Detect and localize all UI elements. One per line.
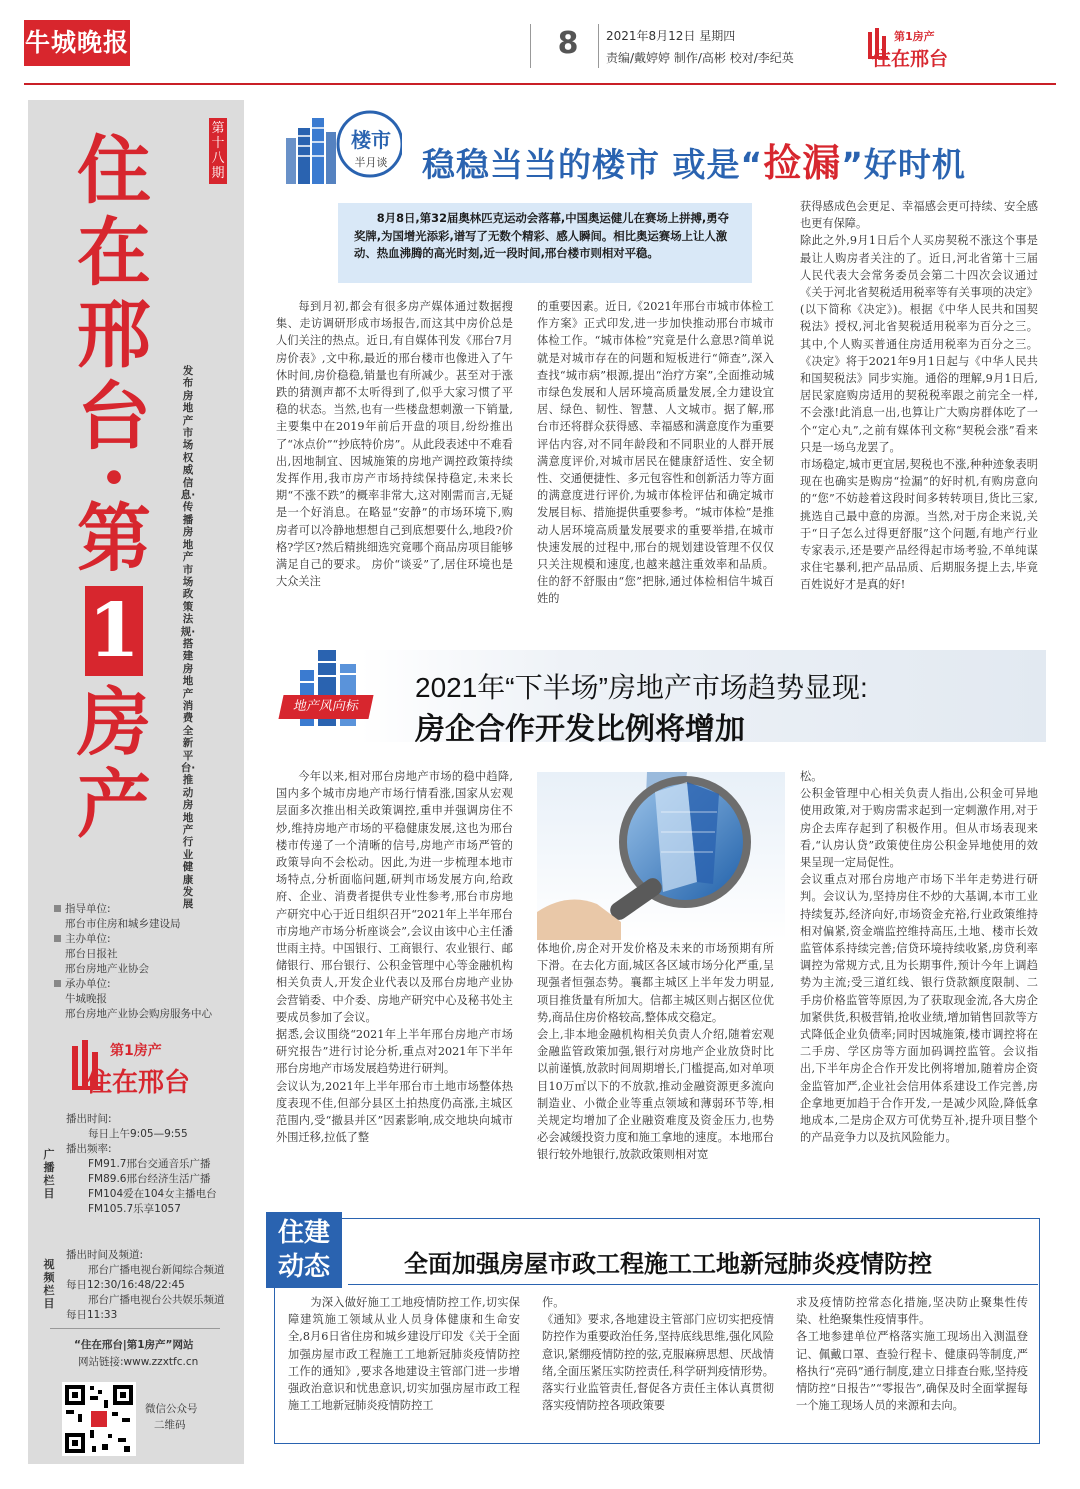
- radio-section-label: 广播栏目: [43, 1148, 55, 1200]
- sidebar-title-char: 第: [77, 496, 151, 582]
- issue-tag: 第十八期: [209, 118, 227, 184]
- website-title: “住在邢台|第1房产”网站: [74, 1339, 194, 1351]
- section2-column-2: 体地价,房企对开发价格及未来的市场预期有所下滑。在去化方面,城区各区域市场分化严重,呈现强者恒强态势。襄都主城区上半年发力明显,项目推货量有所加大。信都主城区则占据区位优势,商品住房价格较高,整体成交稳定。 会上,非本地金融机构相关负责人介绍,随着宏观金融监管政策加强,银行对房地产企业放贷时比以前谨慎,放款时间周期增长,门槛提高,如对单项目10万㎡以下的不放款,推动金融资源更多流向制造业、小微企业等重点领域和薄弱环节等,相关规定均增加了企业融资难度及资金压力,也势必会减缓投资力度和施工拿地的速度。本地邢台银行较外地银行,放款政策则相对宽: [537, 942, 774, 1162]
- sidebar-title-char: 住: [77, 128, 151, 214]
- property-market-badge: [282, 104, 402, 190]
- tv-line: 每日11:33: [66, 1309, 118, 1321]
- date-line: 2021年8月12日 星期四: [606, 29, 736, 43]
- section2-column-1: 今年以来,相对邢台房地产市场的稳中趋降,国内多个城市房地产市场行情看涨,国家从宏观层面多次推出相关政策调控,重申并强调房住不炒,维持房地产市场的平稳健康发展,这也为邢台楼市传递了一个清晰的信号,房地产市场严管的政策导向不会松动。因此,为进一步梳理本地市场特点,分析面临问题,研判市场发展方向,给政府、企业、消费者提供专业性参考,邢台市房地产研究中心于近日组织召开“2021年上半年邢台市房地产市场分析座谈会”,会议由该中心主任潘世雨主持。中国银行、工商银行、农业银行、邮储银行、邢台银行、公积金管理中心等金融机构相关负责人,开发企业代表以及邢台房地产业协会营销委、中介委、房地产研究中心及秘书处主要成员参加了会议。 据悉,会议围绕“2021年上半年邢台房地产市场研究报告”进行讨论分析,重点对2021年下半年邢台房地产市场发展趋势进行研判。 会议认为,2021年上半年邢台市土地市场整体热度表现不佳,但部分县区土拍热度仍高涨,主城区范围内,受“撤县并区”因素影响,成交地块向城市外围迁移,拉低了整: [276, 770, 513, 1145]
- organizer-unit: 邢台房地产业协会购房服务中心: [65, 1008, 212, 1020]
- section3-tag-line: 动态: [277, 1252, 330, 1282]
- host-unit: 邢台房地产业协会: [65, 963, 149, 975]
- sidebar-slogan: 发布房地产市场权威信息·传播房地产市场政策法规·搭建房地产消费全新平台·推动房地产行业健康发展: [180, 365, 196, 911]
- radio-time-label: 播出时间:: [66, 1113, 112, 1125]
- radio-frequency: FM89.6邢台经济生活广播: [88, 1173, 211, 1185]
- sidebar-logo-sub: 第1房产: [110, 1043, 162, 1059]
- section1-headline: [422, 132, 966, 187]
- magnifier-skyscraper-image: [537, 772, 785, 940]
- sidebar-title-char: ·: [101, 435, 127, 521]
- section3-rule: [348, 1284, 1038, 1285]
- tv-line: 邢台广播电视台新闻综合频道: [88, 1264, 225, 1276]
- sidebar-title-char: 产: [77, 762, 151, 848]
- radio-info: [66, 1112, 217, 1217]
- brand-logo-sub: 第1房产: [894, 30, 935, 43]
- header-divider: [598, 24, 599, 68]
- staff-line: 责编/戴婷婷 制作/高彬 校对/李纪英: [606, 51, 794, 65]
- sidebar-title-char: 台: [77, 374, 151, 460]
- section2-tag: 地产风向标: [278, 695, 373, 719]
- host-unit: 邢台日报社: [65, 948, 118, 960]
- section3-column-2: 作。 《通知》要求,各地建设主管部门应切实把疫情防控作为重要政治任务,坚持底线思维,强化风险意识,紧绷疫情防控的弦,克服麻痹思想、厌战情绪,全面压紧压实防控责任,科学研判疫情形势。落实行业监管责任,督促各方责任主体认真贯彻落实疫情防控各项政策要: [542, 1296, 774, 1413]
- organizer-label: 承办单位:: [65, 978, 111, 990]
- tv-time-label: 播出时间及频道:: [66, 1249, 144, 1261]
- tv-section-label: 视频栏目: [43, 1258, 55, 1310]
- guide-unit: 邢台市住房和城乡建设局: [65, 918, 181, 930]
- wechat-label: 微信公众号: [145, 1403, 198, 1415]
- organizer-unit: 牛城晚报: [65, 993, 107, 1005]
- radio-frequency: FM105.7乐享1057: [88, 1203, 181, 1215]
- sidebar-title: [74, 130, 154, 846]
- brand-logo-text: 住在邢台: [872, 48, 949, 70]
- header-divider: [530, 24, 531, 68]
- sidebar-title-char: 邢: [77, 292, 151, 378]
- section3-column-1: 为深入做好施工工地疫情防控工作,切实保障建筑施工领域从业人员身体健康和生命安全,8月6日省住房和城乡建设厅印发《关于全面加强房屋市政工程施工工地新冠肺炎疫情防控工作的通知》,要求各地建设主管部门进一步增强政治意识和忧患意识,切实加强房屋市政工程施工工地新冠肺炎疫情防控工: [288, 1296, 520, 1413]
- section3-headline: 全面加强房屋市政工程施工工地新冠肺炎疫情防控: [404, 1249, 932, 1278]
- section1-column-3: 获得感成色会更足、幸福感会更可持续、安全感也更有保障。 除此之外,9月1日后个人买房契税不涨这个事是最让人购房者关注的了。近日,河北省第十三届人民代表大会常务委员会第二十四次会议通过《关于河北省契税适用税率等有关事项的决定》(以下简称《决定》)。根据《中华人民共和国契税法》授权,河北省契税适用税率为百分之三。其中,个人购买普通住房适用税率为百分之三。《决定》将于2021年9月1日起与《中华人民共和国契税法》同步实施。通俗的理解,9月1日后,居民家庭购房适用的契税税率跟之前完全一样,不会涨!此消息一出,也算让广大购房群体吃了一个“定心丸”,之前有媒体刊文称“契税会涨”看来只是一场乌龙罢了。 市场稳定,城市更宜居,契税也不涨,种种迹象表明现在也确实是购房“捡漏”的好时机,有购房意向的“您”不妨趁着这段时间多转转项目,货比三家,挑选自己最中意的房源。当然,对于房企来说,关于“日子怎么过得更舒服”这个问题,有地产行业专家表示,还是要产品经得起市场考验,不单纯谋求住宅暴利,把产品品质、后期服务提上去,毕竟百姓说好才是真的好!: [800, 200, 1038, 592]
- bullet-icon: [54, 980, 61, 987]
- section2-headline-2: 房企合作开发比例将增加: [415, 712, 745, 747]
- sidebar-title-char: 1: [85, 586, 143, 676]
- headline-part: 稳稳当当的楼市 或是“: [422, 145, 764, 184]
- badge-main: 楼市: [351, 128, 391, 152]
- radio-time: 每日上午9:05—9:55: [88, 1128, 188, 1140]
- tv-info: [66, 1248, 225, 1323]
- bullet-icon: [54, 905, 61, 912]
- guide-label: 指导单位:: [65, 903, 111, 915]
- wechat-sub: 二维码: [154, 1419, 186, 1431]
- tv-line: 邢台广播电视台公共娱乐频道: [88, 1294, 225, 1306]
- section1-column-2: 的重要因素。近日,《2021年邢台市城市体检工作方案》正式印发,进一步加快推动邢台市城市体检工作。“城市体检”究竟是什么意思?简单说就是对城市存在的问题和短板进行“筛查”,深入查找“城市病”根源,提出“治疗方案”,全面推动城市绿色发展和人居环境高质量发展,全力建设宜居、绿色、韧性、智慧、人文城市。据了解,邢台市还将群众获得感、幸福感和满意度作为重要评估内容,对不同年龄段和不同职业的人群开展满意度评价,对城市居民在健康舒适性、安全韧性、交通便捷性、多元包容性和创新活力等方面的满意度进行评价,为城市体检评估和确定城市发展目标、措施提供重要参考。“城市体检”是推动人居环境高质量发展要求的重要举措,在城市快速发展的过程中,邢台的规划建设管理不仅仅只关注规模和速度,也越来越注重效率和品质。住的舒不舒服由“您”把脉,通过体检相信牛城百姓的: [537, 300, 774, 606]
- section3-tag: [266, 1212, 342, 1288]
- radio-freq-label: 播出频率:: [66, 1143, 112, 1155]
- qr-code-icon: [62, 1382, 136, 1456]
- section2-column-3: 松。 公积金管理中心相关负责人指出,公积金可异地使用政策,对于购房需求起到一定刺激作用,对于房企去库存起到了积极作用。但从市场表现来看,“认房认贷”政策使住房公积金异地使用的效果呈现一定局促性。 会议重点对邢台房地产市场下半年走势进行研判。会议认为,坚持房住不炒的大基调,本市工业持续复苏,经济向好,市场资金充裕,行业政策维持相对偏紧,资金端监控维持高压,土地、楼市长效监管体系持续完善;信贷环境持续收紧,房贷利率调控为常规方式,且为长期事件,预计今年上调趋势为主流;受三道红线、银行贷款额度限制、二手房价格监管等原因,为了获取现金流,各大房企加紧供货,积极营销,抢收业绩,增加销售回款等方式降低企业负债率;同时因城施策,楼市调控将在二手房、学区房等方面加码调控监管。会议指出,下半年房企合作开发比例将增加,随着房企资金监管加严,企业社会信用体系建设工作完善,房企拿地更加趋于合作开发,一是减少风险,降低拿地成本,二是房企双方可优势互补,提升项目整个的产品竞争力以及抗风险能力。: [800, 770, 1038, 1145]
- sidebar-logo-text: 住在邢台: [86, 1068, 191, 1098]
- brand-logo: [866, 28, 956, 68]
- website-url[interactable]: 网站链接:www.zzxtfc.cn: [78, 1356, 199, 1368]
- section2-headline-1: 2021年“下半场”房地产市场趋势显现:: [415, 672, 868, 703]
- section1-column-1: 每到月初,都会有很多房产媒体通过数据搜集、走访调研形成市场报告,而这其中房价总是人们关注的热点。近日,有自媒体刊发《邢台7月房价表》,文中称,最近的邢台楼市也像进入了午休时间,房价稳稳,销量也有所减少。甚至对于涨跌的猜测声都不太听得到了,似乎大家习惯了平稳的状态。当然,也有一些楼盘想刺激一下销量,主要集中在2019年前后开盘的项目,纷纷推出了“冰点价”“抄底特价房”。从此段表述中不难看出,因地制宜、因城施策的房地产调控政策持续发挥作用,我市房产市场持续保持稳定,未来长期“不涨不跌”的概率非常大,这对刚需而言,无疑是一个好消息。在略显“安静”的市场环境下,购房者可以冷静地想想自己到底想要什么,地段?价格?学区?然后精挑细选究竟哪个商品房项目能够满足自己的要求。 房价“谈妥”了,居住环境也是大众关注: [276, 300, 513, 589]
- radio-frequency: FM104爱在104女主播电台: [88, 1188, 217, 1200]
- sidebar-divider: [50, 1328, 220, 1329]
- sponsor-list: [54, 902, 212, 1022]
- bullet-icon: [54, 935, 61, 942]
- host-label: 主办单位:: [65, 933, 111, 945]
- badge-sub: 半月谈: [354, 156, 388, 169]
- header-rule: [24, 83, 1056, 85]
- section3-column-3: 求及疫情防控常态化措施,坚决防止聚集性传染、杜绝聚集性疫情事件。 各工地参建单位严格落实施工现场出入测温登记、佩戴口罩、查验行程卡、健康码等制度,严格执行“亮码”通行制度,建立日排查台账,坚持疫情防控“日报告”“零报告”,确保及时全面掌握每一个施工现场人员的来源和去向。: [796, 1296, 1028, 1413]
- tv-line: 每日12:30/16:48/22:45: [66, 1279, 185, 1291]
- headline-part: ”好时机: [841, 145, 966, 184]
- section1-lead: 8月8日,第32届奥林匹克运动会落幕,中国奥运健儿在赛场上拼搏,勇夺奖牌,为国增光添彩,谱写了无数个精彩、感人瞬间。相比奥运赛场上让人激动、热血沸腾的高光时刻,近一段时间,邢台楼市则相对平稳。: [338, 203, 752, 283]
- headline-highlight: 捡漏: [763, 141, 842, 185]
- radio-frequency: FM91.7邢台交通音乐广播: [88, 1158, 211, 1170]
- sidebar-brand-logo: [70, 1040, 191, 1098]
- sidebar-title-char: 房: [77, 680, 151, 766]
- masthead-logo: 牛城晚报: [24, 20, 130, 66]
- sidebar-title-char: 在: [77, 210, 151, 296]
- page-number: 8: [557, 26, 579, 61]
- section3-tag-line: 住建: [277, 1218, 330, 1248]
